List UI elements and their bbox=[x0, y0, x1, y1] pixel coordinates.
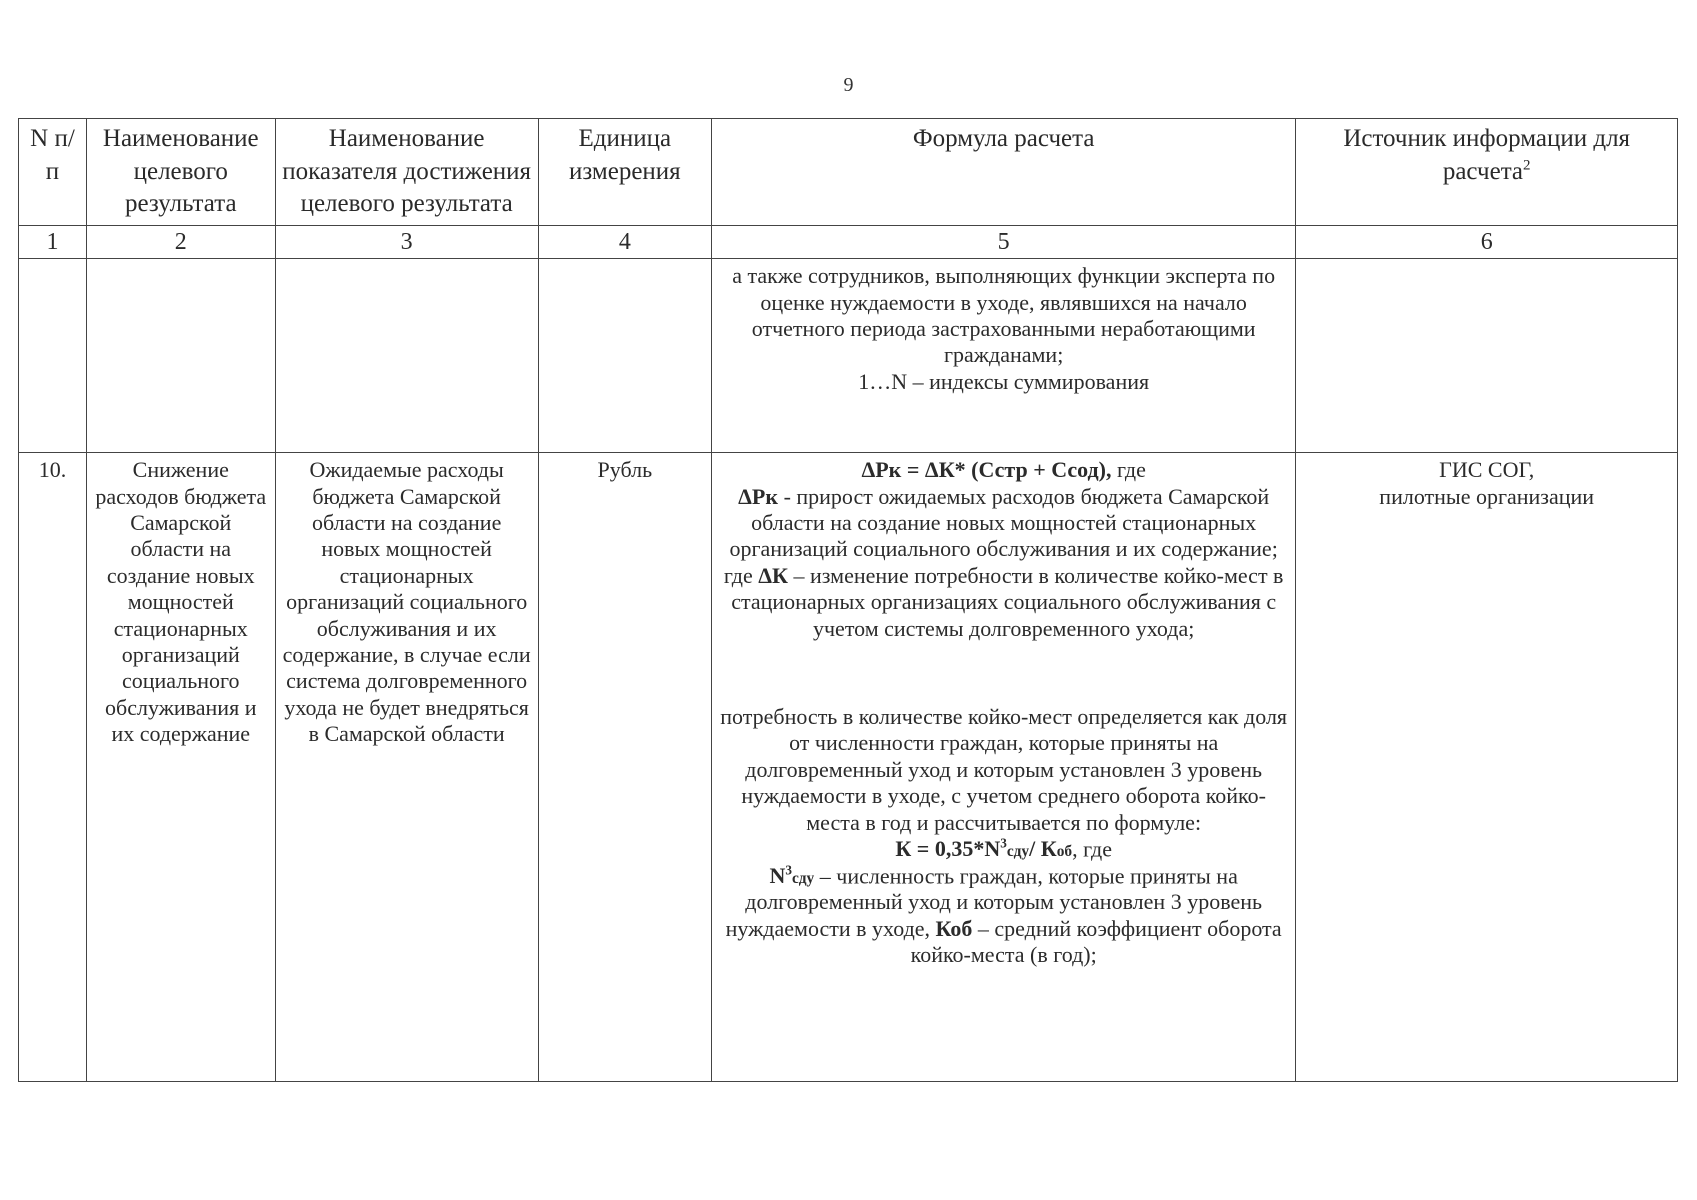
column-number: 2 bbox=[86, 225, 275, 259]
cell-empty bbox=[275, 259, 538, 453]
formula-n-letter: N bbox=[769, 863, 786, 889]
cell-formula-continuation bbox=[711, 259, 1295, 453]
formula-dpk-text: - прирост ожидаемых расходов бюджета Самарской области на создание новых мощностей стационарных организаций социального обслуживания и их содержание; bbox=[729, 483, 1278, 562]
header-target-result: Наименование целевого результата bbox=[86, 119, 275, 226]
header-unit: Единица измерения bbox=[538, 119, 711, 226]
formula-main-tail: где bbox=[1111, 457, 1146, 483]
formula-dk-text: – изменение потребности в количестве койко-мест в стационарных организациях социального обслуживания с учетом системы долговременного ухода; bbox=[731, 562, 1284, 641]
formula-main-expression: ΔРк = ΔК* (Сстр + Ссод), bbox=[861, 457, 1112, 483]
header-number: N п/п bbox=[19, 119, 87, 226]
source-line: ГИС СОГ, bbox=[1439, 457, 1535, 483]
column-number: 4 bbox=[538, 225, 711, 259]
formula-spacer bbox=[717, 642, 1290, 704]
cell-empty bbox=[86, 259, 275, 453]
formula-main bbox=[717, 457, 1290, 483]
formula-dk-definition bbox=[717, 563, 1290, 642]
table-row-10 bbox=[19, 453, 1678, 1082]
formula-continuation-text: а также сотрудников, выполняющих функции эксперта по оценке нуждаемости в уходе, являвшихся на начало отчетного периода застрахованными неработающими гражданами; bbox=[732, 263, 1276, 368]
formula-n-sub: сду bbox=[791, 870, 815, 888]
source-line: пилотные организации bbox=[1379, 483, 1595, 509]
formula-dpk-term: ΔРк bbox=[738, 483, 779, 509]
formula-k-sub2: об bbox=[1056, 843, 1073, 861]
formula-k-part-a: К = 0,35*N bbox=[895, 836, 1001, 862]
table-header-row bbox=[19, 119, 1678, 226]
header-indicator: Наименование показателя достижения целевого результата bbox=[275, 119, 538, 226]
formula-k-expression bbox=[895, 836, 1072, 861]
page-number: 9 bbox=[843, 74, 854, 96]
formula-dk-term: ΔК bbox=[758, 562, 789, 588]
cell-empty bbox=[1296, 259, 1678, 453]
column-number: 5 bbox=[711, 225, 1295, 259]
column-number: 3 bbox=[275, 225, 538, 259]
formula-n-sup: 3 bbox=[785, 862, 792, 878]
cell-empty bbox=[538, 259, 711, 453]
cell-row-number: 10. bbox=[19, 453, 87, 1082]
cell-target-result: Снижение расходов бюджета Самарской области на создание новых мощностей стационарных организаций социального обслуживания и их содержание bbox=[86, 453, 275, 1082]
header-source bbox=[1296, 119, 1678, 226]
formula-n-definition bbox=[717, 863, 1290, 969]
cell-source bbox=[1296, 453, 1678, 1082]
formula-summation-indices: 1…N – индексы суммирования bbox=[858, 368, 1150, 394]
cell-empty bbox=[19, 259, 87, 453]
formula-kob-term: Коб bbox=[935, 915, 973, 941]
cell-unit: Рубль bbox=[538, 453, 711, 1082]
formula-k-tail: , где bbox=[1072, 836, 1112, 862]
formula-k-part-b: / К bbox=[1029, 836, 1057, 862]
header-source-text: Источник информации для расчета bbox=[1343, 125, 1631, 185]
column-numbers-row bbox=[19, 225, 1678, 259]
formula-dk-prefix: где bbox=[723, 562, 759, 588]
formula-kob-text: – средний коэффициент оборота койко-места (в год); bbox=[910, 915, 1282, 968]
formula-k-sup: 3 bbox=[1000, 835, 1007, 851]
formula-n-term bbox=[769, 863, 814, 888]
formula-k-sub: сду bbox=[1006, 843, 1030, 861]
column-number: 6 bbox=[1296, 225, 1678, 259]
header-formula: Формула расчета bbox=[711, 119, 1295, 226]
formula-dpk-definition bbox=[717, 484, 1290, 563]
formula-k bbox=[717, 836, 1290, 863]
indicators-table bbox=[18, 118, 1678, 1082]
cell-indicator: Ожидаемые расходы бюджета Самарской области на создание новых мощностей стационарных организаций социального обслуживания и их содержание, в случае если система долговременного ухода не будет внедряться в Самарской области bbox=[275, 453, 538, 1082]
formula-need-text: потребность в количестве койко-мест определяется как доля от численности граждан, которые приняты на долговременный уход и которым установлен 3 уровень нуждаемости в уходе, с учетом среднего оборота койко-места в год и рассчитывается по формуле: bbox=[720, 704, 1288, 835]
cell-formula bbox=[711, 453, 1295, 1082]
header-source-footnote: 2 bbox=[1523, 157, 1531, 174]
formula-n-text: – численность граждан, которые приняты на долговременный уход и которым установлен 3 уровень нуждаемости в уходе, bbox=[725, 863, 1263, 941]
table-row-continuation bbox=[19, 259, 1678, 453]
column-number: 1 bbox=[19, 225, 87, 259]
